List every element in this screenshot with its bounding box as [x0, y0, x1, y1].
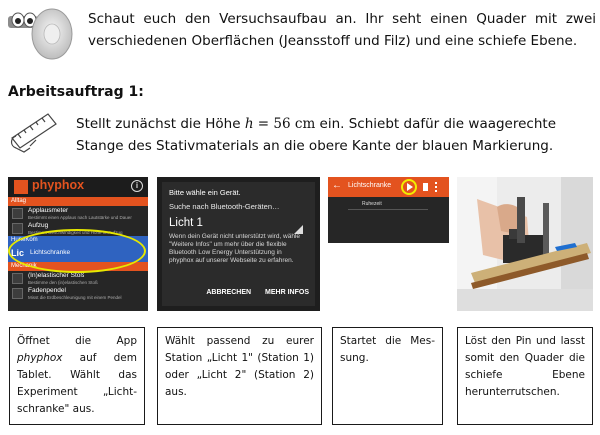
category-mechanik: Mechanik [8, 262, 148, 271]
experiment-stoss[interactable] [8, 271, 148, 286]
category-alltag: Alltag [8, 197, 148, 206]
selection-highlight-ellipse [8, 229, 146, 273]
intro-text: Schaut euch den Versuchsaufbau an. Ihr seht einen Quader mit zwei verschiedenen Oberflächen (Jeansstoff und Filz) und eine schiefe Ebene. [88, 11, 596, 49]
ruler-hand-icon [8, 108, 60, 154]
step-4-box: Löst den Pin und lasst somit den Quader die schiefe Ebene herunterrutschen. [457, 327, 593, 425]
field-underline [348, 209, 428, 210]
experiment-name: Lichtschranke [30, 249, 71, 256]
experiment-name: Fadenpendel [28, 287, 66, 294]
bluetooth-dialog-screenshot [157, 177, 320, 311]
task-instruction [76, 113, 596, 157]
eyes-icon [6, 4, 76, 60]
step-1-text-b: auf dem Tablet. Wählt das Experiment „Licht-schranke" aus. [17, 352, 137, 415]
task-heading: Arbeitsauftrag 1: [8, 84, 144, 100]
step-1-box [9, 327, 145, 425]
measurement-screenshot [328, 177, 449, 243]
dialog-hint: Wenn dein Gerät nicht unterstützt wird, wähle "Weitere Infos" um mehr über die flexible Bluetooth Low Energy Unterstützung in phyphox auf unserer Webseite zu erfahren. [169, 233, 301, 264]
back-arrow-icon[interactable]: ← [332, 180, 342, 191]
instruction-text-after: ein. Schiebt dafür die waagerechte Stange des Stativmaterials an die obere Kante der blauen Markierung. [76, 116, 557, 154]
category-hunekom: HuneKom [8, 236, 148, 245]
instruction-text-before: Stellt zunächst die Höhe [76, 116, 245, 132]
more-menu-icon[interactable] [435, 182, 437, 192]
experiment-desc: Bestimmt Geschwindigkeit und Höhe im Aufzug [28, 230, 123, 235]
measurement-toolbar [328, 177, 449, 197]
experiment-desc: Bestimme den (in)elastischen Stoß [28, 280, 98, 285]
experiment-name: Applausmeter [28, 207, 69, 214]
experiment-photo [457, 177, 593, 311]
cancel-button[interactable]: ABBRECHEN [206, 289, 252, 296]
dialog-title: Bitte wähle ein Gerät. [169, 188, 241, 197]
step-1-text-a: Öffnet die App [17, 335, 137, 347]
experiment-icon [12, 288, 23, 299]
experiment-icon [12, 208, 23, 219]
trash-icon[interactable] [423, 183, 428, 191]
device-dialog [162, 182, 315, 306]
dialog-actions [162, 289, 309, 296]
height-formula [245, 116, 315, 132]
phyphox-toolbar [8, 177, 148, 197]
height-value: = 56 cm [253, 116, 316, 132]
lic-badge: Lic [11, 248, 25, 258]
ruhezeit-label: Ruhezeit [362, 201, 382, 207]
experiment-desc: Bestimmt einen Applaus nach Lautstärke und Dauer [28, 215, 132, 220]
experiment-icon [12, 273, 23, 284]
height-symbol: h [244, 116, 254, 132]
experiment-title: Lichtschranke [348, 182, 392, 189]
play-icon[interactable] [407, 183, 413, 191]
device-licht-1[interactable]: Licht 1 [169, 217, 203, 229]
experiment-name: (In)elastischer Stoß [28, 272, 85, 279]
step-2-box: Wählt passend zu eurer Station „Licht 1" (Station 1) oder „Licht 2" (Station 2) aus. [157, 327, 322, 425]
phyphox-app-screenshot [8, 177, 148, 311]
phyphox-logo-icon [14, 180, 28, 194]
experiment-fadenpendel[interactable] [8, 286, 148, 301]
experiment-name: Aufzug [28, 222, 49, 229]
experiment-applausmeter[interactable] [8, 206, 148, 221]
experiment-icon [12, 223, 23, 234]
dialog-search-status: Suche nach Bluetooth-Geräten… [169, 202, 280, 211]
signal-strength-icon [294, 225, 303, 234]
app-name: phyphox [32, 178, 85, 192]
step-1-app-name: phyphox [17, 352, 63, 364]
experiment-desc: Misst die Erdbeschleunigung mit einem Pendel [28, 295, 122, 300]
step-3-box: Startet die Mes-sung. [332, 327, 443, 425]
info-icon[interactable]: i [131, 180, 143, 192]
more-info-button[interactable]: MEHR INFOS [265, 289, 309, 296]
